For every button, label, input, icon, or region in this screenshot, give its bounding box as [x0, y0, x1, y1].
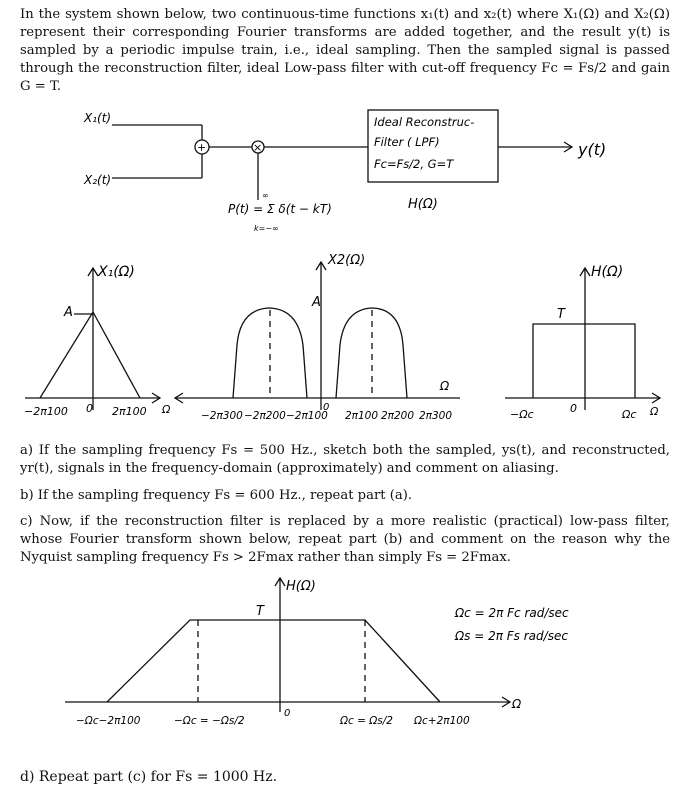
practical-plot-title: H(Ω): [286, 579, 316, 594]
output-label: y(t): [578, 140, 607, 159]
h-gain-label: T: [557, 307, 565, 322]
practical-filter-plot: [0, 572, 686, 747]
sum-lower-limit: k=−∞: [254, 224, 279, 233]
system-diagram: [0, 100, 686, 240]
adder-icon: +: [197, 141, 207, 154]
x2-label: X₂(t): [84, 173, 112, 187]
x1-amplitude: A: [64, 305, 73, 320]
x2-tick-neg100: −2π100: [286, 410, 328, 422]
part-d: d) Repeat part (c) for Fs = 1000 Hz.: [20, 769, 278, 785]
h-plot-title: H(Ω): [591, 264, 624, 280]
practical-tick-left-inner: −Ωc = −Ωs/2: [174, 715, 245, 727]
sum-upper-limit: ∞: [262, 191, 269, 200]
x2-amplitude: A: [312, 295, 321, 310]
x2-tick-zero: 0: [323, 402, 330, 413]
filter-line-1: Ideal Reconstruc-: [374, 115, 475, 129]
sampling-definition-note: Ωs = 2π Fs rad/sec: [455, 629, 568, 643]
x2-tick-neg200: −2π200: [244, 410, 286, 422]
x2-tick-300: 2π300: [419, 410, 453, 422]
x1-label: X₁(t): [84, 111, 112, 125]
x1-tick-left: −2π100: [24, 405, 68, 418]
filter-transfer-label: H(Ω): [408, 197, 438, 212]
part-c: c) Now, if the reconstruction filter is replaced by a more realistic (practical) low-pass filter, whose Fourier transform shown below, repeat part (b) and comment on the reason why the Nyquist sampling frequency Fs > 2Fmax rather than simply Fs = 2Fmax.: [20, 514, 670, 565]
practical-tick-zero: 0: [284, 708, 291, 719]
x2-axis-label: Ω: [440, 379, 450, 393]
part-b: b) If the sampling frequency Fs = 600 Hz., repeat part (a).: [20, 488, 413, 503]
practical-tick-right-outer: Ωc+2π100: [414, 715, 470, 727]
problem-intro: In the system shown below, two continuous-time functions x₁(t) and x₂(t) where X₁(Ω) and X₂(Ω) represent their corresponding Fourier transforms are added together, and the result y(t) is sampled by a periodic impulse train, i.e., ideal sampling. Then the sampled signal is passed through the reconstruction filter, ideal Low-pass filter with cut-off frequency Fc = Fs/2 and gain G = T.: [20, 7, 670, 94]
h-tick-cutoff: Ωc: [622, 408, 637, 421]
x2-tick-200: 2π200: [381, 410, 415, 422]
x1-plot-title: X₁(Ω): [98, 264, 135, 280]
part-a: a) If the sampling frequency Fs = 500 Hz., sketch both the sampled, ys(t), and reconstructed, yr(t), signals in the frequency-domain (approximately) and comment on aliasing.: [20, 443, 670, 476]
multiplier-icon: ×: [253, 141, 263, 154]
filter-line-3: Fc=Fs/2, G=T: [374, 157, 454, 171]
x1-tick-right: 2π100: [112, 405, 147, 418]
spectra-plots: [0, 250, 686, 430]
practical-axis-label: Ω: [512, 697, 522, 711]
h-axis-label: Ω: [650, 405, 659, 418]
h-tick-zero: 0: [570, 402, 577, 415]
cutoff-definition-note: Ωc = 2π Fc rad/sec: [455, 606, 569, 620]
practical-gain-label: T: [256, 604, 264, 619]
practical-tick-right-inner: Ωc = Ωs/2: [340, 715, 393, 727]
x1-tick-zero: 0: [86, 402, 93, 415]
h-tick-neg-cutoff: −Ωc: [510, 408, 534, 421]
filter-line-2: Filter ( LPF): [374, 135, 440, 149]
impulse-train-label: P(t) = Σ δ(t − kT): [228, 202, 332, 216]
x2-tick-neg300: −2π300: [201, 410, 243, 422]
x1-axis-label: Ω: [162, 403, 171, 416]
x2-plot-title: X2(Ω): [328, 253, 366, 268]
practical-tick-left-outer: −Ωc−2π100: [76, 715, 141, 727]
x2-tick-100: 2π100: [345, 410, 379, 422]
